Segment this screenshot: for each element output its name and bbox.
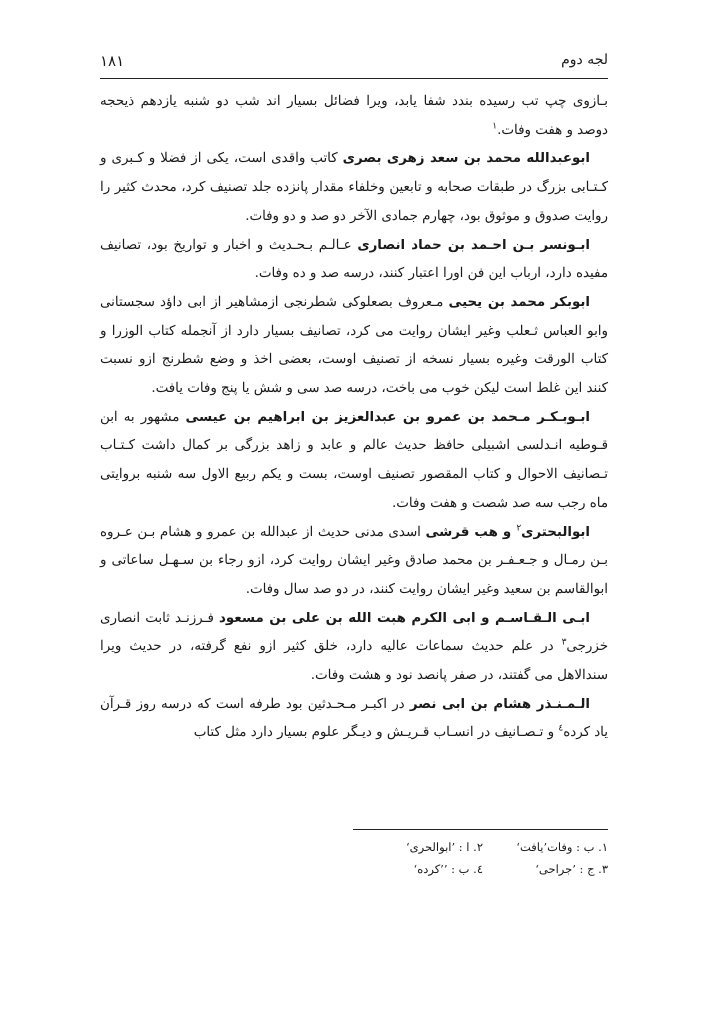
paragraph-text: عـالـم بـحـدیث و اخبار و تواریخ بود، تصانیف مفیده دارد، ارباب این فن اورا اعتبار کنند، درسه صد و ده وفات. bbox=[100, 237, 608, 282]
footnote-row bbox=[353, 858, 608, 880]
paragraph-text-cont: و تـصـانیف در انسـاب قـریـش و دیـگر علوم بسیار دارد مثل کتاب bbox=[193, 725, 559, 741]
footnote-marker: ۳ bbox=[561, 637, 567, 648]
paragraph bbox=[100, 145, 608, 231]
paragraph-text-cont: در علم حدیث سماعات عالیه دارد، خلق کثیر ازو نفع گرفته، در حدیث ویرا سندالاهل می گفتند، در صفر پانصد نود و هشت وفات. bbox=[100, 639, 608, 684]
footnote-row bbox=[353, 836, 608, 858]
paragraph-text: بـازوی چپ تب رسیده بندد شفا یابد، ویرا فضائل بسیار اند شب دو شنبه یازدهم ذیحجه دوصد و هفت وفات. bbox=[100, 94, 608, 138]
paragraph bbox=[100, 691, 608, 748]
entry-name: ابـی الـقـاسـم و ابی الکرم هبت الله بن علی بن مسعود bbox=[219, 610, 590, 626]
paragraph-text: در اکبـر مـحـدثین بود طرفه است که درسه روز قـرآن یاد کرده bbox=[100, 696, 608, 741]
paragraph-text: مشهور به ابن قـوطیه انـدلسی اشبیلی حافظ حدیث عالم و عابد و زاهد بزرگی بر کمال داشت کـتـاب تـصانیف الاحوال و کتاب المقصور تصنیف اوست، بست و یکم ربیع الاول سه شنبه بروایتی ماه رجب سه صد شصت و هفت وفات. bbox=[100, 409, 608, 511]
header-title: لجه دوم bbox=[561, 52, 608, 68]
paragraph-text: اسدی مدنی حدیث از عبدالله بن عمرو و هشام بـن عـروه بـن رمـال و جـعـفـر بن محمد صادق وغیر ایشان روایت کرد، ازو رجاء بن سـهـل ساعاتی و ابوالقاسم بن سعید وغیر ایشان روایت کنند، در دو صد سال وفات. bbox=[100, 524, 608, 597]
body-text bbox=[100, 88, 608, 748]
footnote: ۱. ب : وفات’یافت‘ bbox=[516, 840, 608, 854]
entry-name: الـمـنـذر هشام بن ابی نصر bbox=[409, 696, 591, 712]
paragraph bbox=[100, 289, 608, 404]
paragraph-text: فـرزنـد ثابت انصاری خزرجی bbox=[100, 610, 608, 655]
paragraph bbox=[100, 404, 608, 519]
paragraph-text: مـعروف بصعلوکی شطرنجی ازمشاهیر از ابی داؤد سجستانی وابو العباس ثـعلب وغیر ایشان روایت می کرد، تصانیف بسیار دارد از آنجمله کتاب الوزرا و کتاب الورقت وغیره بسیار نسخه از تصنیف اوست، بعضی اخذ و وضع شطرنج ازو نسبت کنند این غلط است لیکن خوب می باخت، درسه صد سی و شش یا پنج وفات یافت. bbox=[100, 294, 608, 397]
footnotes bbox=[353, 836, 608, 880]
header-rule bbox=[100, 78, 608, 79]
running-header bbox=[100, 52, 608, 74]
footnote: ٤. ب : ’’کرده‘ bbox=[413, 862, 483, 876]
footnote-rule bbox=[353, 829, 608, 830]
entry-name: ابـوبـکـر مـحمد بن عمرو بن عبدالعزیز بن ابراهیم بن عیسی bbox=[185, 409, 590, 425]
entry-name: ابوعبدالله محمد بن سعد زهری بصری bbox=[342, 151, 590, 167]
paragraph bbox=[100, 88, 608, 145]
footnote-marker: ٤ bbox=[558, 724, 564, 734]
entry-name: ابوالبحتری bbox=[521, 524, 590, 540]
entry-name: ابـونسر بـن احـمد بن حماد انصاری bbox=[357, 237, 591, 253]
footnote-marker: ۲ bbox=[516, 523, 522, 534]
entry-name-cont: و هب قرشی bbox=[425, 524, 517, 540]
paragraph bbox=[100, 519, 608, 605]
footnote: ۳. ج : ’جراحی‘ bbox=[535, 862, 608, 876]
page-number: ۱۸۱ bbox=[100, 52, 125, 70]
footnote-marker: ۱ bbox=[492, 121, 498, 132]
entry-name: ابوبکر محمد بن یحیی bbox=[448, 294, 590, 310]
footnote: ۲. ا : ’ابوالحری‘ bbox=[406, 840, 483, 854]
paragraph-text: کاتب واقدی است، یکی از فضلا و کـبری و کـتـابی بزرگ در طبقات صحابه و تابعین وخلفاء مقدار پانزده جلد تصنیف کرد، محدث کثیر را روایت صدوق و موثوق بود، چهارم جمادی الآخر دو صد و دو وفات. bbox=[100, 151, 608, 224]
paragraph bbox=[100, 605, 608, 691]
paragraph bbox=[100, 232, 608, 289]
